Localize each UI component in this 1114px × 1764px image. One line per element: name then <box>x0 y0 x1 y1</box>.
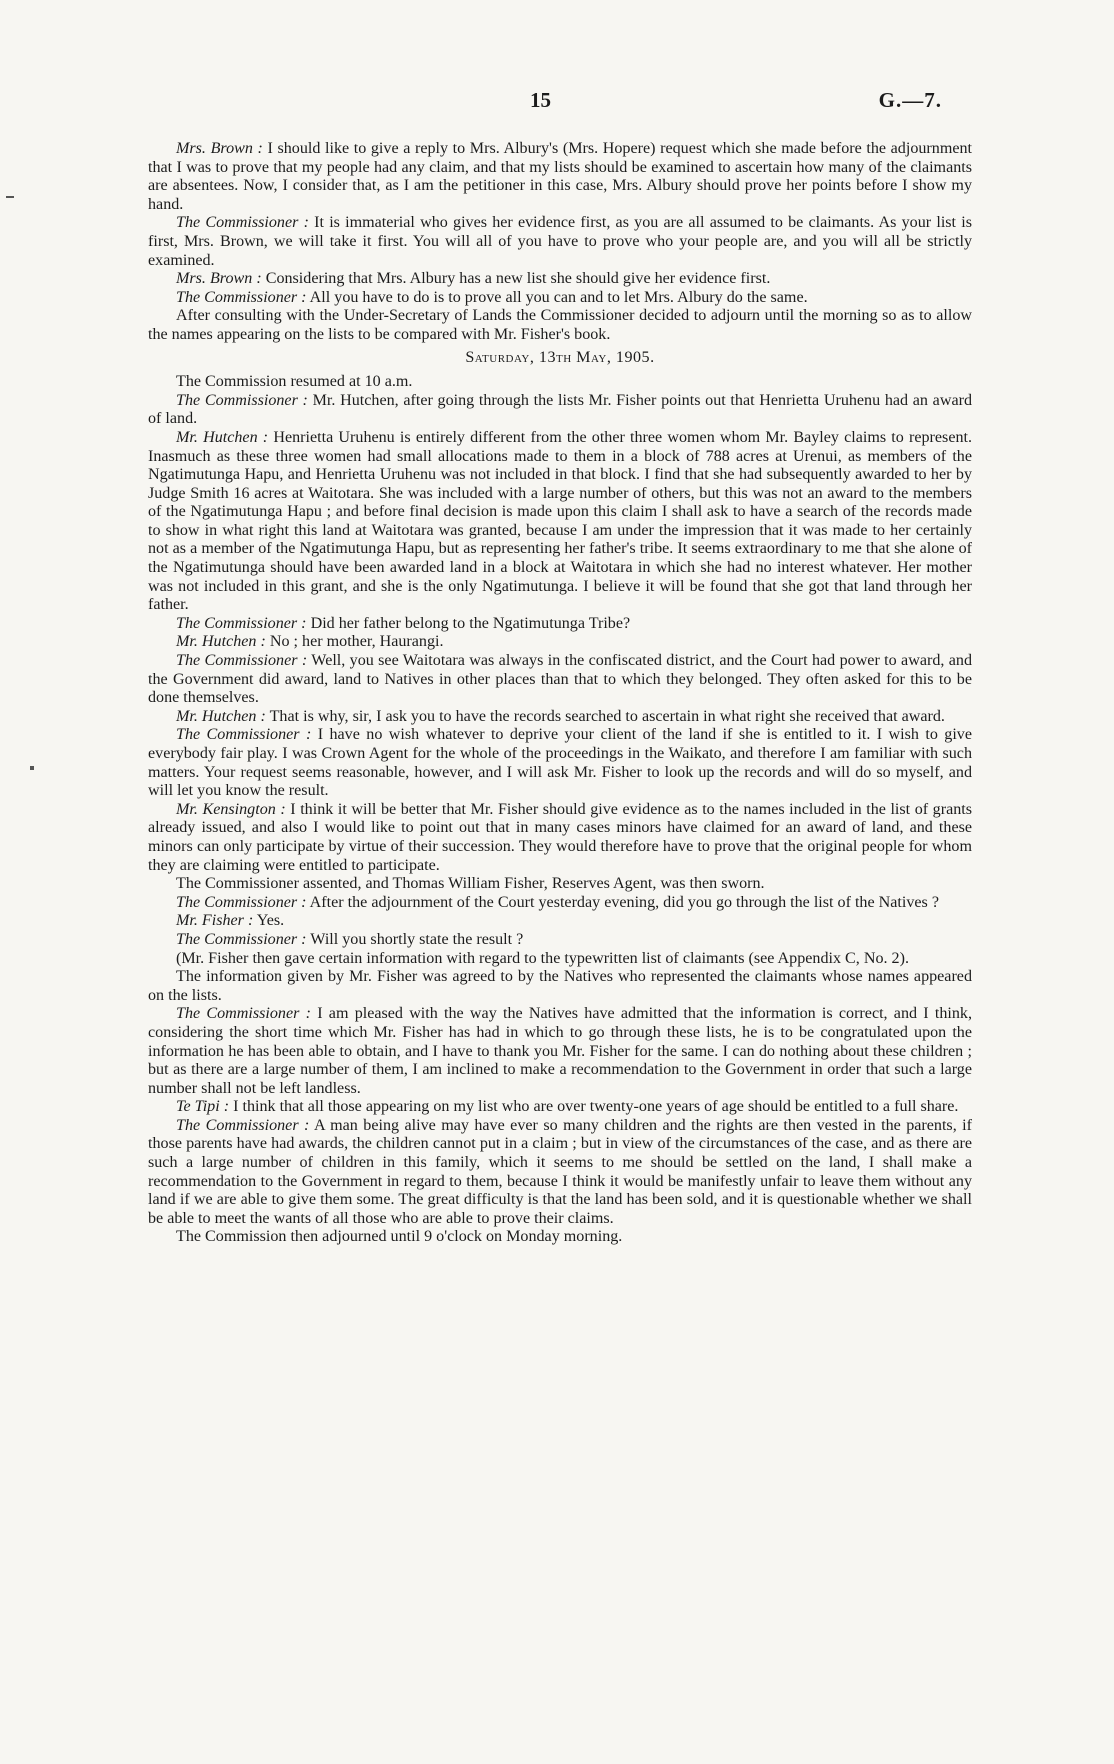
paragraph <box>148 708 972 727</box>
speaker-name: Mr. Hutchen : <box>176 428 269 446</box>
speaker-name: Te Tipi : <box>176 1098 230 1116</box>
margin-mark <box>30 766 34 770</box>
speaker-name: The Commissioner : <box>176 391 308 409</box>
paragraph-text: The Commissioner assented, and Thomas William Fisher, Reserves Agent, was then sworn. <box>176 875 765 893</box>
speaker-name: The Commissioner : <box>176 893 307 911</box>
document-series-code: G.—7. <box>878 88 942 112</box>
paragraph-text: A man being alive may have ever so many children and the rights are then vested in the parents, if those parents have had awards, the children cannot put in a claim ; but in view of the circumstances of the case, and as there are such a large number of children in this family, which it seems to me should be settled on the land, I shall make a recommendation to the Government in regard to them, because I think it would be manifestly unfair to leave them without any land if we are able to give them some. The great difficulty is that the land has been sold, and it is questionable whether we shall be able to meet the wants of all those who are able to prove their claims. <box>148 1116 972 1227</box>
paragraph <box>148 801 972 875</box>
paragraph <box>148 931 972 950</box>
paragraph <box>148 950 972 969</box>
page-header <box>0 88 1114 118</box>
paragraph <box>148 307 972 344</box>
paragraph-text: I should like to give a reply to Mrs. Albury's (Mrs. Hopere) request which she made before the adjournment that I was to prove that my people had any claim, and that my lists should be examined to ascertain how many of the claimants are absentees. Now, I consider that, as I am the petitioner in this case, Mrs. Albury should prove her points before I show my hand. <box>148 140 972 213</box>
paragraph-text: I have no wish whatever to deprive your client of the land if she is entitled to it. I wish to give everybody fair play. I was Crown Agent for the whole of the proceedings in the Waikato, and therefore I am familiar with such matters. Your request seems reasonable, however, and I will ask Mr. Fisher to look up the records and will do so myself, and will let you know the result. <box>148 726 972 800</box>
document-body <box>148 140 972 1247</box>
paragraph-text: It is immaterial who gives her evidence first, as you are all assumed to be claimants. As your list is first, Mrs. Brown, we will take it first. You will all of you have to prove who your people are, and you will all be strictly examined. <box>148 214 972 269</box>
paragraph <box>148 392 972 429</box>
speaker-name: The Commissioner : <box>176 930 307 948</box>
date-heading: Saturday, 13th May, 1905. <box>465 348 655 366</box>
speaker-name: The Commissioner : <box>176 288 307 306</box>
speaker-name: The Commissioner : <box>176 726 312 744</box>
paragraph <box>148 1098 972 1117</box>
paragraph <box>148 615 972 634</box>
speaker-name: Mr. Fisher : <box>176 912 254 930</box>
speaker-name: Mr. Hutchen : <box>176 707 266 725</box>
paragraph-text: The Commission then adjourned until 9 o'clock on Monday morning. <box>176 1228 623 1246</box>
speaker-name: The Commissioner : <box>176 614 307 632</box>
paragraph <box>148 1117 972 1229</box>
paragraph-text: The Commission resumed at 10 a.m. <box>176 373 413 391</box>
paragraph <box>148 912 972 931</box>
speaker-name: The Commissioner : <box>176 1116 310 1134</box>
paragraph <box>148 140 972 214</box>
paragraph <box>148 968 972 1005</box>
speaker-name: Mrs. Brown : <box>176 140 263 157</box>
paragraph-text: I am pleased with the way the Natives have admitted that the information is correct, and I think, considering the short time which Mr. Fisher has had in which to go through these lists, he is to be congratulated upon the information he has been able to obtain, and I have to thank you Mr. Fisher for the same. I can do nothing about these children ; but as there are a large number of them, I am inclined to make a recommendation to the Government in order that such a large number shall not be left landless. <box>148 1005 972 1097</box>
paragraph-text: The information given by Mr. Fisher was agreed to by the Natives who represented the claimants whose names appeared on the lists. <box>148 968 972 1004</box>
paragraph <box>148 289 972 308</box>
paragraph-text: Well, you see Waitotara was always in the confiscated district, and the Court had power to award, and the Government did award, land to Natives in other places than that to which they belonged. They often asked for this to be done themselves. <box>148 652 972 707</box>
paragraph-text: Mr. Hutchen, after going through the lists Mr. Fisher points out that Henrietta Uruhenu had an award of land. <box>148 391 972 428</box>
paragraph <box>148 429 972 615</box>
paragraph <box>148 633 972 652</box>
paragraph-text: Henrietta Uruhenu is entirely different from the other three women whom Mr. Bayley claims to represent. Inasmuch as these three women had small allocations made to them in a block of 788 acres at Urenui, as members of the Ngatimutunga Hapu, and Henrietta Uruhenu was not included in that block. I find that she had subsequently awarded to her by Judge Smith 16 acres at Waitotara. She was included with a large number of others, but this was not an award to the members of the Ngatimutunga Hapu ; and before final decision is made upon this claim I shall ask to have a search of the records made to show in what right this land at Waitotara was granted, because I am under the impression that it was made to her certainly not as a member of the Ngatimutunga Hapu, but as representing her father's tribe. It seems extraordinary to me that she alone of the Ngatimutunga should have been awarded land in a block at Waitotara in which she had no interest whatever. Her mother was not included in this grant, and she is the only Ngatimutunga. I believe it will be found that she got that land through her father. <box>148 428 973 614</box>
paragraph-text: I think it will be better that Mr. Fisher should give evidence as to the names included in the list of grants already issued, and also I would like to point out that in many cases minors have claimed for an award of land, and these minors can only participate by virtue of their succession. They would therefore have to prove that the original people for whom they are claiming were entitled to participate. <box>148 800 972 874</box>
paragraph-text: Considering that Mrs. Albury has a new list she should give her evidence first. <box>261 270 771 288</box>
speaker-name: Mr. Kensington : <box>176 800 286 818</box>
paragraph <box>148 894 972 913</box>
paragraph-text: Did her father belong to the Ngatimutunga Tribe? <box>306 614 631 632</box>
paragraph <box>148 875 972 894</box>
page-number: 15 <box>530 88 551 112</box>
paragraph <box>148 270 972 289</box>
paragraph-text: After the adjournment of the Court yesterday evening, did you go through the list of the Natives ? <box>306 893 939 911</box>
paragraph <box>148 214 972 270</box>
paragraph <box>148 726 972 800</box>
paragraph-text: (Mr. Fisher then gave certain information with regard to the typewritten list of claimants (see Appendix C, No. 2). <box>176 949 909 967</box>
paragraph-text: Will you shortly state the result ? <box>306 930 524 948</box>
speaker-name: The Commissioner : <box>176 1005 311 1023</box>
paragraph-text: That is why, sir, I ask you to have the records searched to ascertain in what right she received that award. <box>265 707 945 725</box>
paragraph <box>148 652 972 708</box>
paragraph-text: I think that all those appearing on my list who are over twenty-one years of age should be entitled to a full share. <box>229 1098 959 1116</box>
speaker-name: The Commissioner : <box>176 214 309 232</box>
margin-mark <box>6 196 14 198</box>
speaker-name: The Commissioner : <box>176 652 308 670</box>
paragraph-text: All you have to do is to prove all you can and to let Mrs. Albury do the same. <box>306 288 808 306</box>
paragraph-text: After consulting with the Under-Secretary of Lands the Commissioner decided to adjourn until the morning so as to allow the names appearing on the lists to be compared with Mr. Fisher's book. <box>148 307 972 343</box>
paragraph-text: Yes. <box>253 912 285 930</box>
speaker-name: Mr. Hutchen : <box>176 633 266 651</box>
paragraph <box>148 1228 972 1247</box>
speaker-name: Mrs. Brown : <box>176 270 262 288</box>
paragraph <box>148 373 972 392</box>
paragraph-text: No ; her mother, Haurangi. <box>265 633 444 651</box>
paragraph <box>148 1005 972 1098</box>
